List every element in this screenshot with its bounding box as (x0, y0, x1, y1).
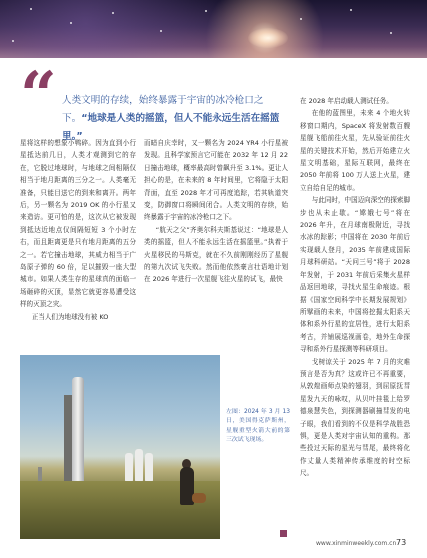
starship-launch-photo (20, 355, 220, 539)
paragraph: 星将这样的想象小鸭碎。因为直到小行星抵达前几日，人类才观测到它的存在，它脱过地球时，与地球之间相隔仅相当于地月距离的三分之一。人类毫无准备，只能目送它的到来和离开。两年后，另一颗名为 2019 OK 的小行星又来造访。更可怕的是，这次从它被发现到抵达近地点仅间隔短短 3 个小时左右，而且距离更是只有地月距离的五分之一。若它撞击地球，其威力相当于广岛原子弹的 60 倍，足以摧毁一座大型城市。如果人类生存的星球真的面临一场砸碎的灭顶，显然它就更容易遭受这样的灭顶之灾。 (20, 139, 136, 309)
paragraph: 正当人们为地球没有被 KO (31, 312, 109, 321)
article-column-left (20, 137, 136, 323)
page-number: 73 (396, 538, 407, 547)
pull-quote-bold: “地球是人类的摇篮，但人不能永远生活在摇篮里。” (62, 113, 280, 142)
paragraph: 在 2028 年启动载人测试任务。 (300, 97, 393, 105)
end-mark-icon (280, 530, 287, 537)
article-column-right (300, 95, 410, 480)
paragraph: 戈树谅关于 2025 年 7 月的灾难预言是否为真？这或许已不再重要，从敦煌画师点染的翅羽，到屈原抚彗星发九天的咏叹，从贝叶挂毯上给罗德泉慧失色，到探测器刷撞彗发的电子眼，我们看到的不仅是科学战胜恐惧，更是人类对宇宙认知的重构。那些投过天际的星光与彗尾，最终将化作丈量人类精神传承维度的时空标尺。 (300, 357, 410, 478)
paragraph: 在他的蓝图里，未来 4 个地火转移窗口期内，SpaceX 将发射数百艘星舰飞船前往火星，先从验证前往火星的关键技术开始，然后开始建立火星文明基础，星际互联网，最终在 2050 年前将 100 万人送上火星，建立自给自足的城市。 (300, 109, 410, 192)
pull-quote-text: 人类文明的存续，始终暴露于宇宙的冰冷枪口之下。 (62, 95, 264, 124)
dog-figure (192, 493, 206, 503)
article-column-middle (144, 137, 288, 286)
paragraph: 而暗自庆幸时，又一颗名为 2024 YR4 小行星被发现。且科学家预言它可能在 2032 年 12 月 22 日撞击地球，概率最高时曾飙升至 3.1%。更让人担心的是，在未来的 8 年时间里，它将隐于太阳背面，直至 2028 年才可再度追踪，若其轨道突变，防御窗口将瞬间闭合。人类文明的存续，始终暴露于宇宙的冰冷枪口之下。 (144, 139, 288, 222)
space-banner-image (0, 0, 427, 58)
photo-caption: 左图：2024 年 3 月 13 日，美国得克萨斯州，星舰重型火箭大前的第三次试飞现场。 (226, 409, 290, 444)
footer-url: www.xinminweekly.com.cn (316, 540, 397, 547)
paragraph: 与此同时，中国迈向深空的探索脚步也从未止歇。“嫦娥七号”将在 2026 年升，在月球南极附近，寻找水冰的踪影；中国将在 2030 年前后实现载人登月，2035 年前建成国际月球科研站。“天问三号”将于 2028 年发射，于 2031 年前后采集火星样品返回地球，寻找火星生命痕迹。根据《国家空间科学中长期发展规划》所擘画的未来，中国将挖掘太阳系天体和系外行星的宜居性，进行太阳系考古，并铺展巡视画卷，地外生命探寻和系外行星探测等科研项目。 (300, 196, 410, 354)
quote-mark-icon: “ (20, 58, 57, 133)
paragraph: “航天之父”齐奥尔科夫斯基说过：“地球是人类的摇篮，但人不能永远生活在摇篮里。”执着于火星移民的马斯克，就在不久前刚刚经历了星舰的第九次试飞失败。然而他依然豪言壮语地计划在 2026 年进行一次星舰飞往火星的试飞，最快 (144, 225, 288, 284)
comet-glow-icon (248, 28, 288, 48)
